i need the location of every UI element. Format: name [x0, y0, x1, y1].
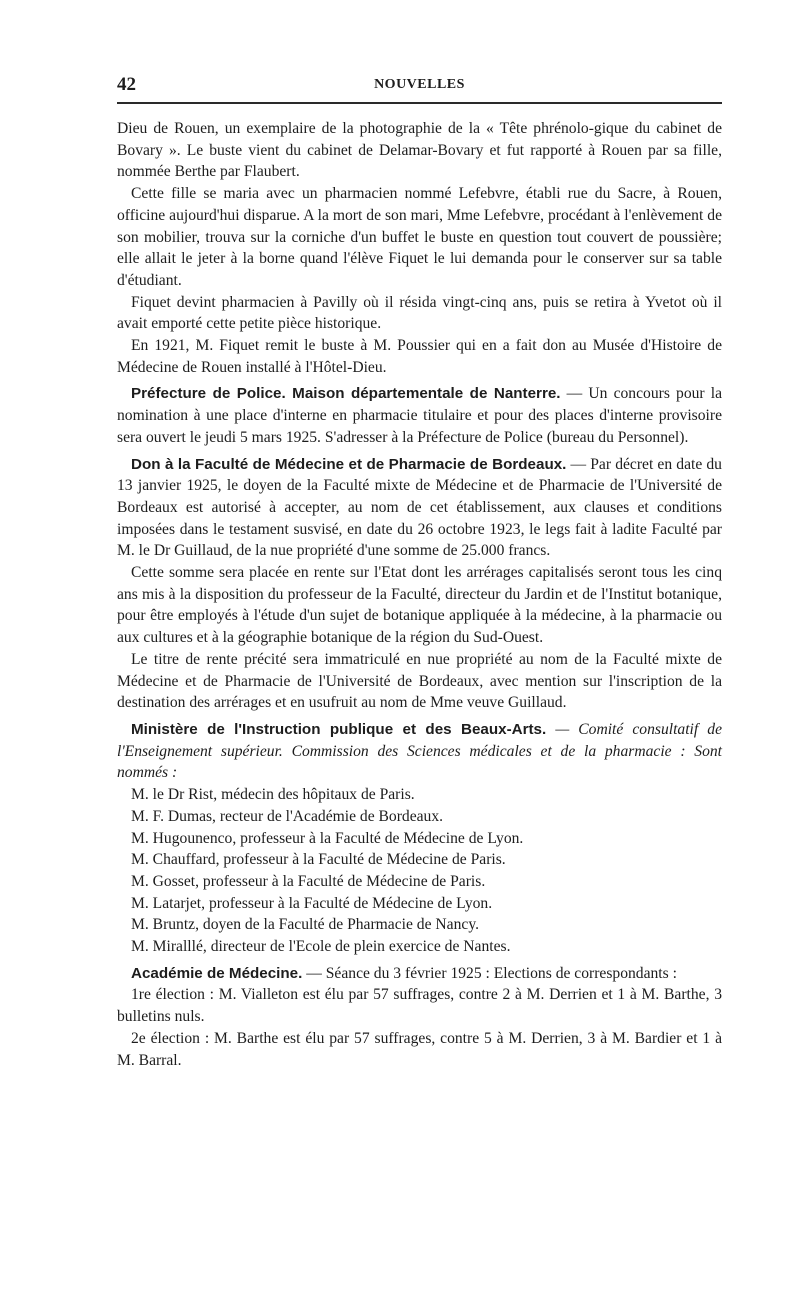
news-item-ministere — [117, 719, 722, 784]
list-item: M. Gosset, professeur à la Faculté de Médecine de Paris. — [131, 872, 486, 890]
paragraph: Le titre de rente précité sera immatriculé en nue propriété au nom de la Faculté mixte de Médecine et de Pharmacie de l'Université de Bordeaux, avec mention sur l'inscription de la destination des arrérages et en usufruit au nom de Mme veuve Guillaud. — [117, 650, 722, 712]
list-item: M. Latarjet, professeur à la Faculté de Médecine de Lyon. — [131, 894, 493, 912]
paragraph: En 1921, M. Fiquet remit le buste à M. Poussier qui en a fait don au Musée d'Histoire de Médecine de Rouen installé à l'Hôtel-Dieu. — [117, 337, 722, 376]
header-rule — [117, 102, 722, 104]
section-heading: Préfecture de Police. Maison départementale de Nanterre. — [131, 385, 561, 403]
paragraph: Fiquet devint pharmacien à Pavilly où il résida vingt-cinq ans, puis se retira à Yvetot où il avait emporté cette petite pièce historique. — [117, 293, 722, 333]
page-number: 42 — [117, 74, 136, 95]
section-heading: Ministère de l'Instruction publique et des Beaux-Arts. — [131, 720, 547, 738]
news-item-prefecture — [117, 383, 722, 448]
running-title: NOUVELLES — [374, 77, 465, 92]
section-heading: Académie de Médecine. — [131, 964, 303, 982]
paragraph: 1re élection : M. Vialleton est élu par 57 suffrages, contre 2 à M. Derrien et 1 à M. Barthe, 3 bulletins nuls. — [117, 986, 722, 1026]
list-item: M. Hugounenco, professeur à la Faculté de Médecine de Lyon. — [131, 829, 524, 847]
news-item-don — [117, 454, 722, 563]
list-item: M. Miralllé, directeur de l'Ecole de plein exercice de Nantes. — [131, 938, 511, 956]
news-item-academie — [117, 963, 722, 985]
section-heading: Don à la Faculté de Médecine et de Pharmacie de Bordeaux. — [131, 455, 567, 473]
page-body — [117, 118, 722, 1071]
paragraph: Dieu de Rouen, un exemplaire de la photographie de la « Tête phrénolo-gique du cabinet de Bovary ». Le buste vient du cabinet de Delamar-Bovary et fut rapporté à Rouen par sa fille, nommée Berthe par Flaubert. — [117, 120, 722, 181]
paragraph: 2e élection : M. Barthe est élu par 57 suffrages, contre 5 à M. Derrien, 3 à M. Bardier et 1 à M. Barral. — [117, 1029, 722, 1069]
section-text: — Comité consultatif de l'Enseignement supérieur. Commission des Sciences médicales et de la pharmacie : Sont nommés : — [117, 720, 722, 782]
paragraph: Cette somme sera placée en rente sur l'Etat dont les arrérages capitalisés seront tous les cinq ans mis à la disposition du professeur de la Faculté, directeur du Jardin et de l'Institut botanique, pour être employés à l'étude d'un sujet de botanique appliquée à la médecine, à la pharmacie ou aux cultures et à la géographie botanique de la région du Sud-Ouest. — [117, 564, 722, 647]
section-text: — Séance du 3 février 1925 : Elections de correspondants : — [306, 964, 677, 982]
list-item: M. F. Dumas, recteur de l'Académie de Bordeaux. — [131, 807, 444, 825]
paragraph: Cette fille se maria avec un pharmacien nommé Lefebvre, établi rue du Sacre, à Rouen, officine aujourd'hui disparue. A la mort de son mari, Mme Lefebvre, procédant à l'enlèvement de son mobilier, trouva sur la corniche d'un buffet le buste en question tout couvert de poussière; elle allait le jeter à la borne quand l'élève Fiquet le lui demanda pour le conserver sur sa table d'étudiant. — [117, 185, 722, 289]
page-header — [117, 74, 722, 96]
list-item: M. le Dr Rist, médecin des hôpitaux de Paris. — [131, 786, 415, 804]
list-item: M. Chauffard, professeur à la Faculté de Médecine de Paris. — [131, 851, 506, 869]
section-text: — Un concours pour la nomination à une place d'interne en pharmacie titulaire et pour des places d'interne provisoire sera ouvert le jeudi 5 mars 1925. S'adresser à la Préfecture de Police (bureau du Personnel). — [117, 385, 722, 446]
section-text: — Par décret en date du 13 janvier 1925, le doyen de la Faculté mixte de Médecine et de Pharmacie de l'Université de Bordeaux est autorisé à accepter, au nom de cet établissement, aux clauses et conditions imposées dans le testament susvisé, en date du 26 octobre 1923, le legs fait à ladite Faculté par M. le Dr Guillaud, de la nue propriété d'une somme de 25.000 francs. — [117, 455, 722, 560]
list-item: M. Bruntz, doyen de la Faculté de Pharmacie de Nancy. — [131, 916, 479, 934]
